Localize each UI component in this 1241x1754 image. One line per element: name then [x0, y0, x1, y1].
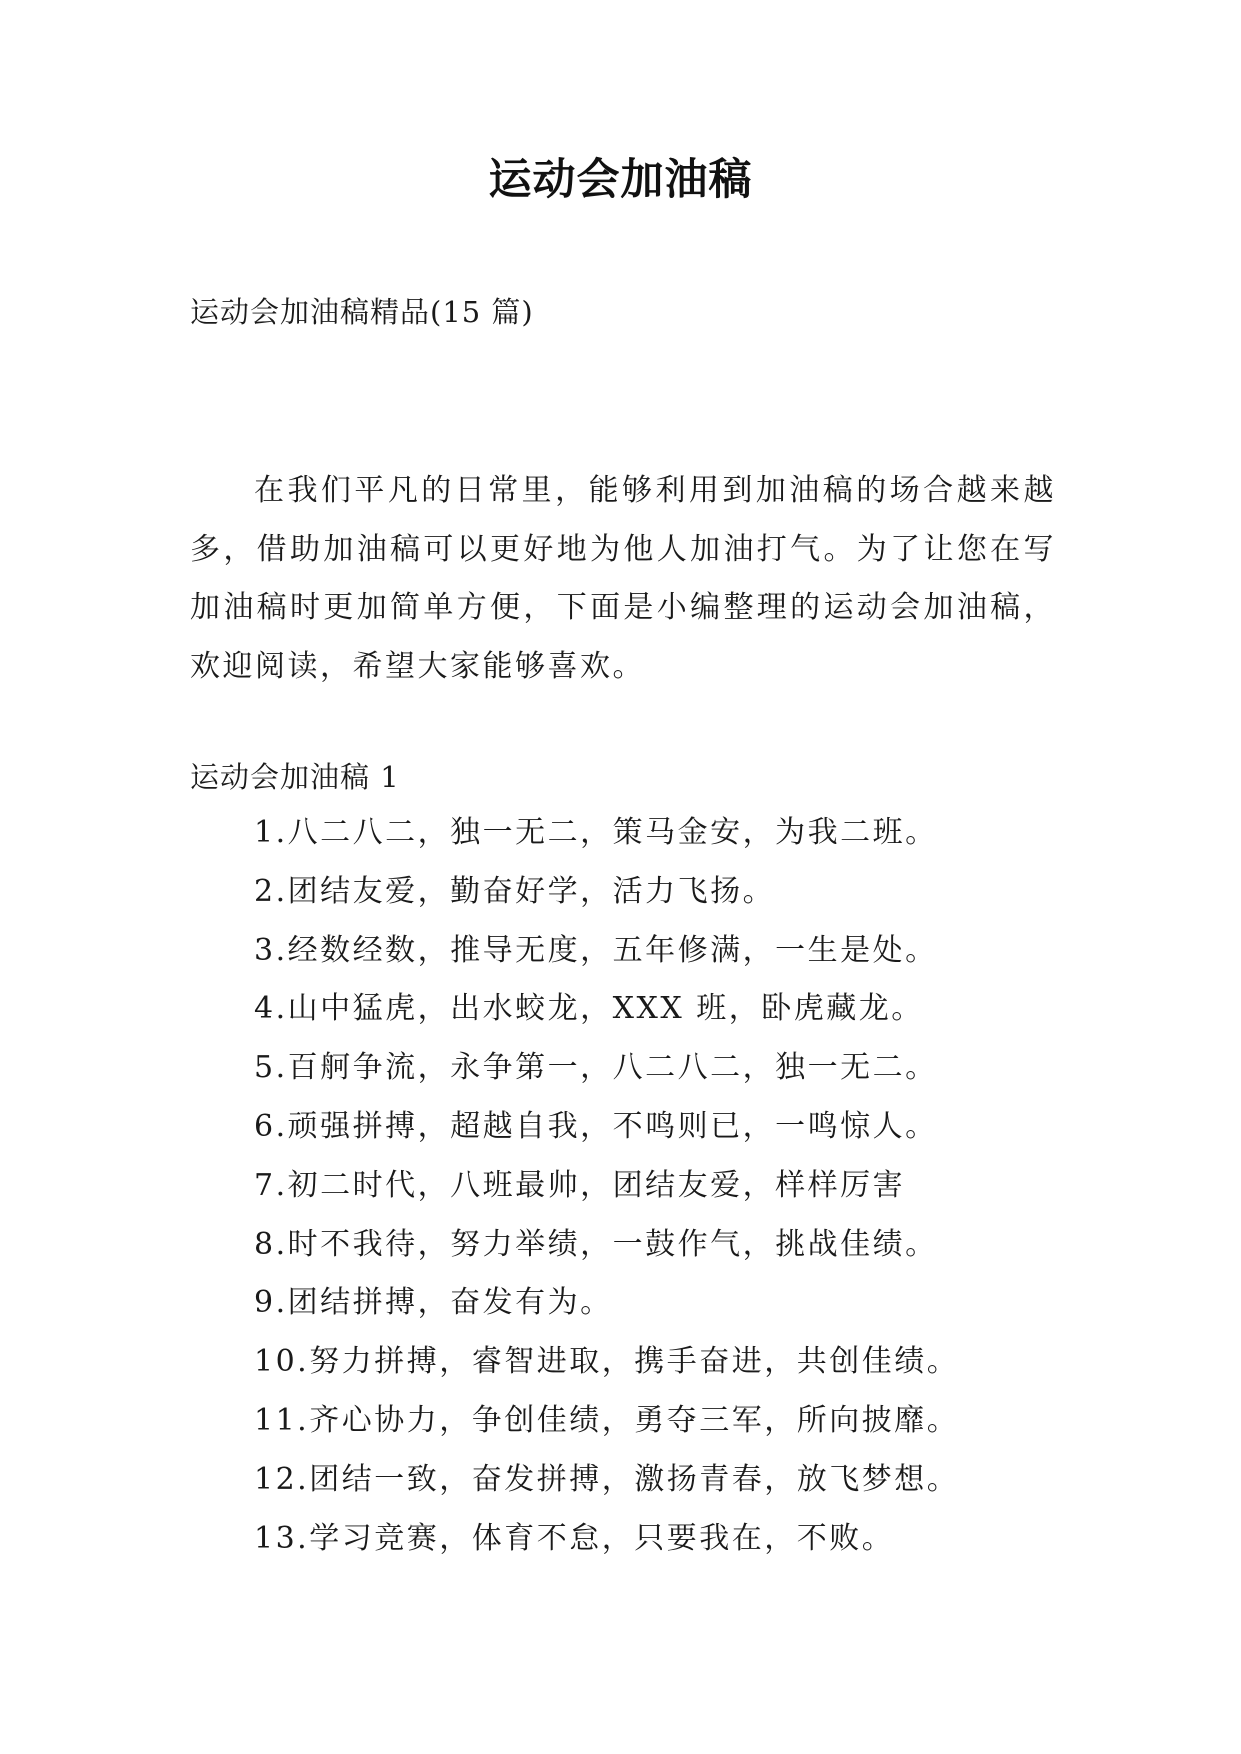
document-title: 运动会加油稿	[488, 155, 753, 205]
slogan-item: 12.团结一致，奋发拼搏，激扬青春，放飞梦想。	[254, 1461, 960, 1497]
slogan-item: 2.团结友爱，勤奋好学，活力飞扬。	[254, 873, 776, 909]
slogan-item: 1.八二八二，独一无二，策马金安，为我二班。	[254, 815, 938, 850]
intro-paragraph: 在我们平凡的日常里，能够利用到加油稿的场合越来越多，借助加油稿可以更好地为他人加油打气。为了让您在写加油稿时更加简单方便，下面是小编整理的运动会加油稿，欢迎阅读，希望大家能够喜欢。	[190, 473, 1056, 684]
slogan-item: 6.顽强拼搏，超越自我，不鸣则已，一鸣惊人。	[254, 1108, 938, 1144]
slogan-item: 4.山中猛虎，出水蛟龙，XXX 班，卧虎藏龙。	[254, 991, 924, 1027]
slogan-item: 8.时不我待，努力举绩，一鼓作气，挑战佳绩。	[254, 1226, 938, 1262]
document-subtitle: 运动会加油稿精品(15 篇)	[190, 295, 534, 329]
slogan-item: 3.经数经数，推导无度，五年修满，一生是处。	[254, 932, 938, 968]
slogan-item: 9.团结拼搏，奋发有为。	[254, 1285, 613, 1321]
slogan-item: 5.百舸争流，永争第一，八二八二，独一无二。	[254, 1050, 938, 1086]
slogan-item: 10.努力拼搏，睿智进取，携手奋进，共创佳绩。	[254, 1344, 960, 1380]
slogan-item: 13.学习竞赛，体育不怠，只要我在，不败。	[254, 1520, 895, 1556]
slogan-item: 7.初二时代，八班最帅，团结友爱，样样厉害	[254, 1167, 906, 1203]
slogan-item: 11.齐心协力，争创佳绩，勇夺三军，所向披靡。	[254, 1402, 960, 1438]
slogan-list	[254, 813, 959, 1577]
section-heading: 运动会加油稿 1	[190, 760, 400, 794]
